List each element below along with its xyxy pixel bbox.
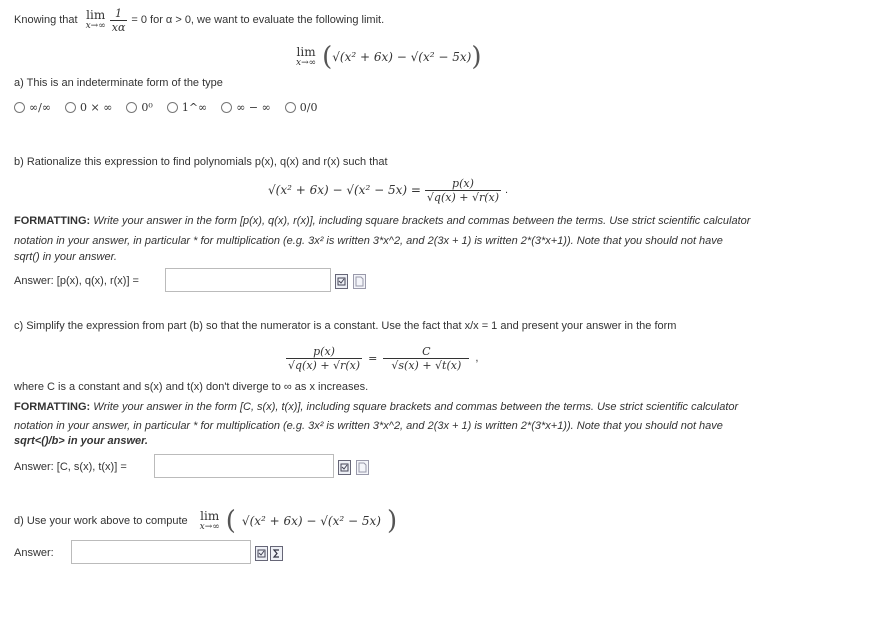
intro-lim-sub: x→∞ bbox=[85, 20, 106, 31]
intro-line bbox=[14, 5, 384, 35]
main-close-paren: ) bbox=[471, 42, 482, 72]
part-c-formatting-line-2: notation in your answer, in particular * for multiplication (e.g. 3x² is written 3*x^2, and 2(3x + 1) is written 2*(3*x+1)). Note that you should not have bbox=[14, 420, 723, 432]
intro-frac-num: 1 bbox=[110, 7, 128, 21]
part-a-prompt: a) This is an indeterminate form of the type bbox=[14, 77, 223, 89]
part-c-answer-label: Answer: [C, s(x), t(x)] = bbox=[14, 461, 127, 473]
part-b-formatting-label: FORMATTING: bbox=[14, 215, 91, 227]
main-lim-sub: x→∞ bbox=[296, 57, 317, 68]
intro-text-after: = 0 for α > 0, we want to evaluate the following limit. bbox=[131, 14, 385, 26]
part-c-comma: , bbox=[475, 352, 479, 364]
part-b-period: . bbox=[505, 184, 509, 196]
part-d-prompt: d) Use your work above to compute bbox=[14, 515, 188, 527]
formula-help-icon[interactable] bbox=[353, 274, 366, 289]
radio-button[interactable] bbox=[126, 102, 137, 113]
part-b-formatting-text-1: Write your answer in the form [p(x), q(x), r(x)], including square brackets and commas between the terms. Use strict scientific calculator bbox=[93, 215, 751, 227]
intro-lim-word: lim bbox=[86, 7, 106, 22]
part-c-prompt: c) Simplify the expression from part (b) so that the numerator is a constant. Use the fact that x/x = 1 and present your answer in the form bbox=[14, 320, 677, 332]
part-d-lim bbox=[199, 508, 220, 532]
part-c-where-text: where C is a constant and s(x) and t(x) don't diverge to ∞ as x increases. bbox=[14, 381, 369, 393]
main-open-paren: ( bbox=[322, 42, 333, 72]
part-c-formatting-line-1 bbox=[14, 401, 738, 413]
intro-fraction bbox=[110, 7, 128, 34]
main-lim-word: lim bbox=[296, 44, 316, 59]
option-label: 1^∞ bbox=[181, 101, 208, 114]
part-b-formatting-line-1 bbox=[14, 215, 750, 227]
option-label: 0 × ∞ bbox=[80, 101, 113, 114]
option-inf-minus-inf[interactable] bbox=[221, 101, 271, 114]
option-inf-over-inf[interactable] bbox=[14, 101, 51, 114]
part-c-equation bbox=[286, 338, 478, 378]
option-zero-pow-zero[interactable] bbox=[126, 101, 152, 114]
part-b-equation bbox=[268, 172, 508, 208]
part-b-fraction bbox=[425, 177, 501, 204]
part-b-answer-input[interactable] bbox=[165, 268, 331, 292]
part-d-answer-label: Answer: bbox=[14, 547, 54, 559]
radio-button[interactable] bbox=[65, 102, 76, 113]
part-b-equation-left: √(x² + 6x) − √(x² − 5x) = bbox=[268, 183, 421, 197]
main-limit bbox=[296, 40, 481, 74]
part-b-prompt: b) Rationalize this expression to find polynomials p(x), q(x) and r(x) such that bbox=[14, 156, 388, 168]
part-c-formatting-text-1: Write your answer in the form [C, s(x), t(x)], including square brackets and commas between the terms. Use strict scientific calculator bbox=[93, 401, 739, 413]
part-d-answer-input[interactable] bbox=[71, 540, 251, 564]
main-lim bbox=[296, 44, 317, 68]
option-label: 0/0 bbox=[299, 101, 318, 114]
part-a-options bbox=[14, 101, 317, 114]
part-c-answer-input[interactable] bbox=[154, 454, 334, 478]
preview-icon[interactable] bbox=[338, 460, 351, 475]
main-limit-expression: √(x² + 6x) − √(x² − 5x) bbox=[332, 50, 472, 64]
part-d-expression: √(x² + 6x) − √(x² − 5x) bbox=[241, 514, 381, 528]
radio-button[interactable] bbox=[285, 102, 296, 113]
part-c-right-den: √s(x) + √t(x) bbox=[391, 358, 462, 372]
part-d-line bbox=[14, 504, 397, 538]
intro-limit bbox=[85, 7, 106, 31]
part-b-formatting-line-2: notation in your answer, in particular * for multiplication (e.g. 3x² is written 3*x^2, and 2(3x + 1) is written 2*(3*x+1)). Note that you should not have bbox=[14, 235, 723, 247]
part-d-lim-sub: x→∞ bbox=[199, 521, 220, 532]
part-b-formatting-line-3: sqrt() in your answer. bbox=[14, 251, 117, 263]
radio-button[interactable] bbox=[167, 102, 178, 113]
radio-button[interactable] bbox=[14, 102, 25, 113]
option-label: 0⁰ bbox=[141, 101, 153, 114]
equals-sign: = bbox=[368, 351, 378, 365]
preview-icon[interactable] bbox=[335, 274, 348, 289]
radio-button[interactable] bbox=[221, 102, 232, 113]
part-d-open-paren: ( bbox=[225, 506, 236, 536]
part-c-left-den: √q(x) + √r(x) bbox=[288, 358, 361, 372]
sigma-icon[interactable] bbox=[270, 546, 283, 561]
option-zero-over-zero[interactable] bbox=[285, 101, 318, 114]
part-b-answer-label: Answer: [p(x), q(x), r(x)] = bbox=[14, 275, 139, 287]
option-label: ∞ − ∞ bbox=[236, 101, 271, 114]
part-c-formatting-line-3: sqrt<()/b> in your answer. bbox=[14, 435, 148, 447]
part-d-lim-word: lim bbox=[200, 508, 220, 523]
part-c-left-fraction bbox=[286, 345, 362, 372]
part-c-left-num: p(x) bbox=[286, 345, 362, 359]
option-label: ∞/∞ bbox=[29, 101, 52, 114]
part-d-close-paren: ) bbox=[386, 506, 398, 536]
option-zero-times-inf[interactable] bbox=[65, 101, 112, 114]
preview-icon[interactable] bbox=[255, 546, 268, 561]
intro-frac-den: xα bbox=[111, 20, 126, 34]
part-c-right-fraction bbox=[383, 345, 469, 372]
option-one-pow-inf[interactable] bbox=[167, 101, 207, 114]
part-c-right-num: C bbox=[383, 345, 469, 359]
intro-text-before: Knowing that bbox=[14, 14, 78, 26]
part-c-formatting-label: FORMATTING: bbox=[14, 401, 91, 413]
formula-help-icon[interactable] bbox=[356, 460, 369, 475]
part-b-frac-num: p(x) bbox=[425, 177, 501, 191]
part-b-frac-den: √q(x) + √r(x) bbox=[426, 190, 500, 204]
